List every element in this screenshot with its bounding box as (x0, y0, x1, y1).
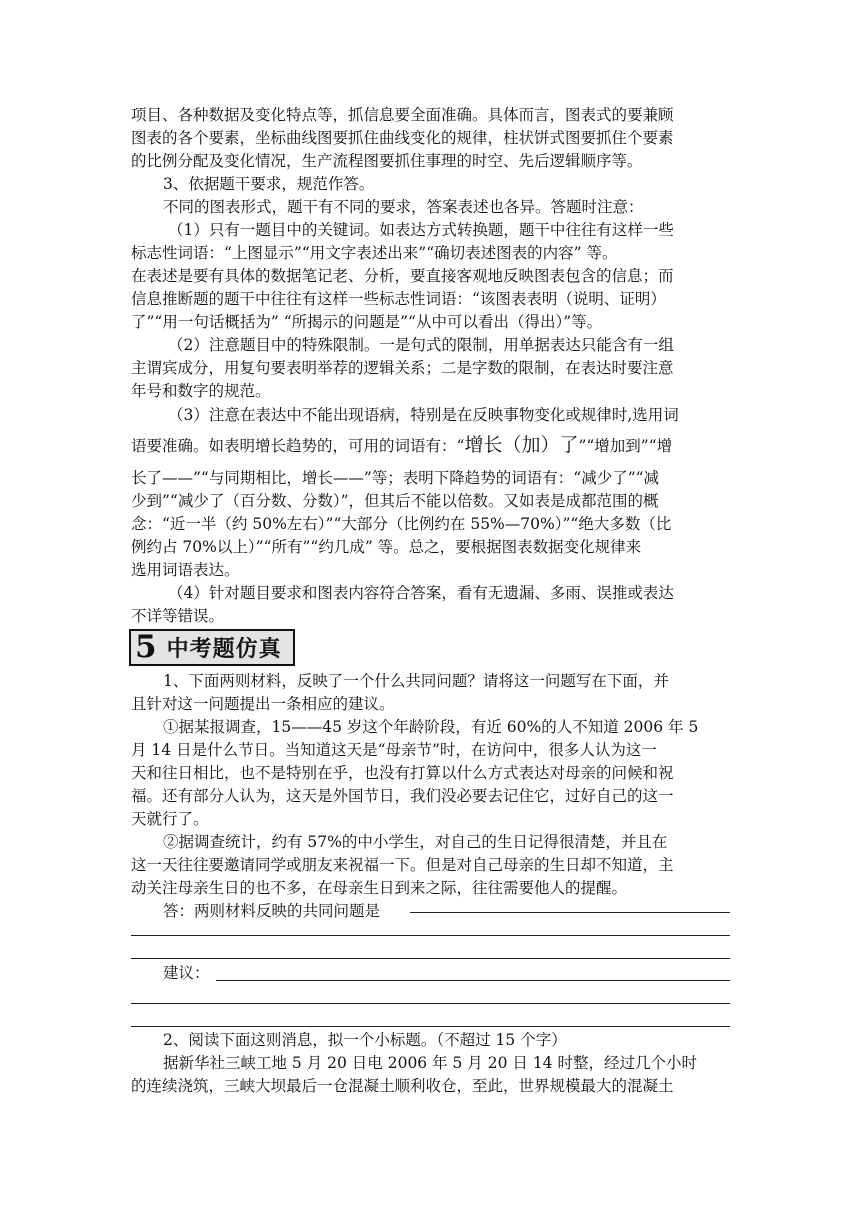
answer-label: 答：两则材料反映的共同问题是 (163, 902, 381, 920)
text-line: 念：“近一半（约 50%左右）”“大部分（比例约在 55%—70%）”“绝大多数（比 (131, 515, 672, 533)
section-title: 中考题仿真 (166, 637, 282, 662)
text-line: 例约占 70%以上）”“所有”“约几成” 等。总之，要根据图表数据变化规律来 (131, 538, 642, 556)
text-line: 了”“用一句话概括为” “所揭示的问题是”“从中可以看出（得出）”等。 (131, 313, 603, 331)
material-text: 动关注母亲生日的也不多，在母亲生日到来之际，往往需要他人的提醒。 (131, 879, 628, 897)
news-text: 据新华社三峡工地 5 月 20 日电 2006 年 5 月 20 日 14 时整，经过几个小时 (163, 1054, 697, 1072)
text-line: 长了——”“与同期相比，增长——”等；表明下降趋势的词语有：“减少了”“减 (131, 469, 660, 487)
question-text: 1、下面两则材料，反映了一个什么共同问题？请将这一问题写在下面，并 (163, 672, 669, 690)
text-line: 少到”“减少了（百分数、分数）”，但其后不能以倍数。又如表是成都范围的概 (131, 492, 659, 510)
text-line: 年号和数字的规范。 (131, 382, 271, 400)
material-text: 月 14 日是什么节日。当知道这天是“母亲节”时，在访问中，很多人认为这一 (131, 741, 657, 759)
section-heading (129, 629, 295, 666)
answer-blank-line[interactable] (410, 912, 730, 913)
section-number: 5 (135, 629, 157, 665)
material-text: 这一天往往要邀请同学或朋友来祝福一下。但是对自己母亲的生日却不知道，主 (131, 856, 674, 874)
text-line: 在表述是要有具体的数据笔记老、分析，要直接客观地反映图表包含的信息；而 (131, 267, 674, 285)
answer-blank-line[interactable] (131, 935, 730, 936)
suggestion-blank-line[interactable] (131, 1026, 730, 1027)
text-line (131, 434, 731, 457)
question-text: 2、阅读下面这则消息，拟一个小标题。（不超过 15 个字） (163, 1031, 567, 1049)
text-line: 主谓宾成分，用复句要表明举荐的逻辑关系；二是字数的限制，在表达时要注意 (131, 359, 674, 377)
text-line: 信息推断题的题干中往往有这样一些标志性词语：“该图表表明（说明、证明） (131, 290, 666, 308)
text-line: 选用词语表达。 (131, 561, 240, 579)
question-text: 且针对这一问题提出一条相应的建议。 (131, 695, 395, 713)
text-line: （4）针对题目要求和图表内容符合答案，看有无遗漏、多雨、误推或表达 (168, 584, 674, 602)
text-line: 的比例分配及变化情况，生产流程图要抓住事理的时空、先后逻辑顺序等。 (131, 152, 643, 170)
text-line: 图表的各个要素，坐标曲线图要抓住曲线变化的规律，柱状饼式图要抓住个要素 (131, 129, 674, 147)
text-line: （1）只有一题目中的关键词。如表达方式转换题，题干中往往有这样一些 (168, 221, 674, 239)
text-line: 项目、各种数据及变化特点等，抓信息要全面准确。具体而言，图表式的要兼顾 (131, 106, 674, 124)
suggestion-blank-line[interactable] (131, 1003, 730, 1004)
text-line: 不详等错误。 (131, 607, 225, 625)
text-line: （2）注意题目中的特殊限制。一是句式的限制，用单据表达只能含有一组 (168, 336, 674, 354)
emphasis-text: 增长（加）了 (464, 434, 579, 456)
answer-blank-line[interactable] (131, 958, 730, 959)
text-segment: 语要准确。如表明增长趋势的，可用的词语有：“ (131, 437, 465, 455)
material-text: 天就行了。 (131, 810, 209, 828)
text-segment: ”“增加到”“增 (578, 437, 673, 455)
text-line: 标志性词语：“上图显示”“用文字表述出来”“确切表述图表的内容” 等。 (131, 244, 618, 262)
material-text: 福。还有部分人认为，这天是外国节日，我们没必要去记住它，过好自己的这一 (131, 787, 674, 805)
text-line: 不同的图表形式，题干有不同的要求，答案表述也各异。答题时注意： (163, 198, 644, 216)
suggestion-label: 建议： (163, 964, 210, 982)
material-text: ②据调查统计，约有 57%的中小学生，对自己的生日记得很清楚，并且在 (163, 833, 668, 851)
subheading: 3、依据题干要求，规范作答。 (163, 175, 375, 193)
material-text: ①据某报调查，15——45 岁这个年龄阶段，有近 60%的人不知道 2006 年 5 (163, 718, 699, 736)
suggestion-blank-line[interactable] (216, 980, 730, 981)
material-text: 天和往日相比，也不是特别在乎，也没有打算以什么方式表达对母亲的问候和祝 (131, 764, 674, 782)
text-line: （3）注意在表达中不能出现语病，特别是在反映事物变化或规律时,选用词 (168, 406, 679, 424)
news-text: 的连续浇筑，三峡大坝最后一仓混凝土顺利收仓，至此，世界规模最大的混凝土 (131, 1077, 674, 1095)
